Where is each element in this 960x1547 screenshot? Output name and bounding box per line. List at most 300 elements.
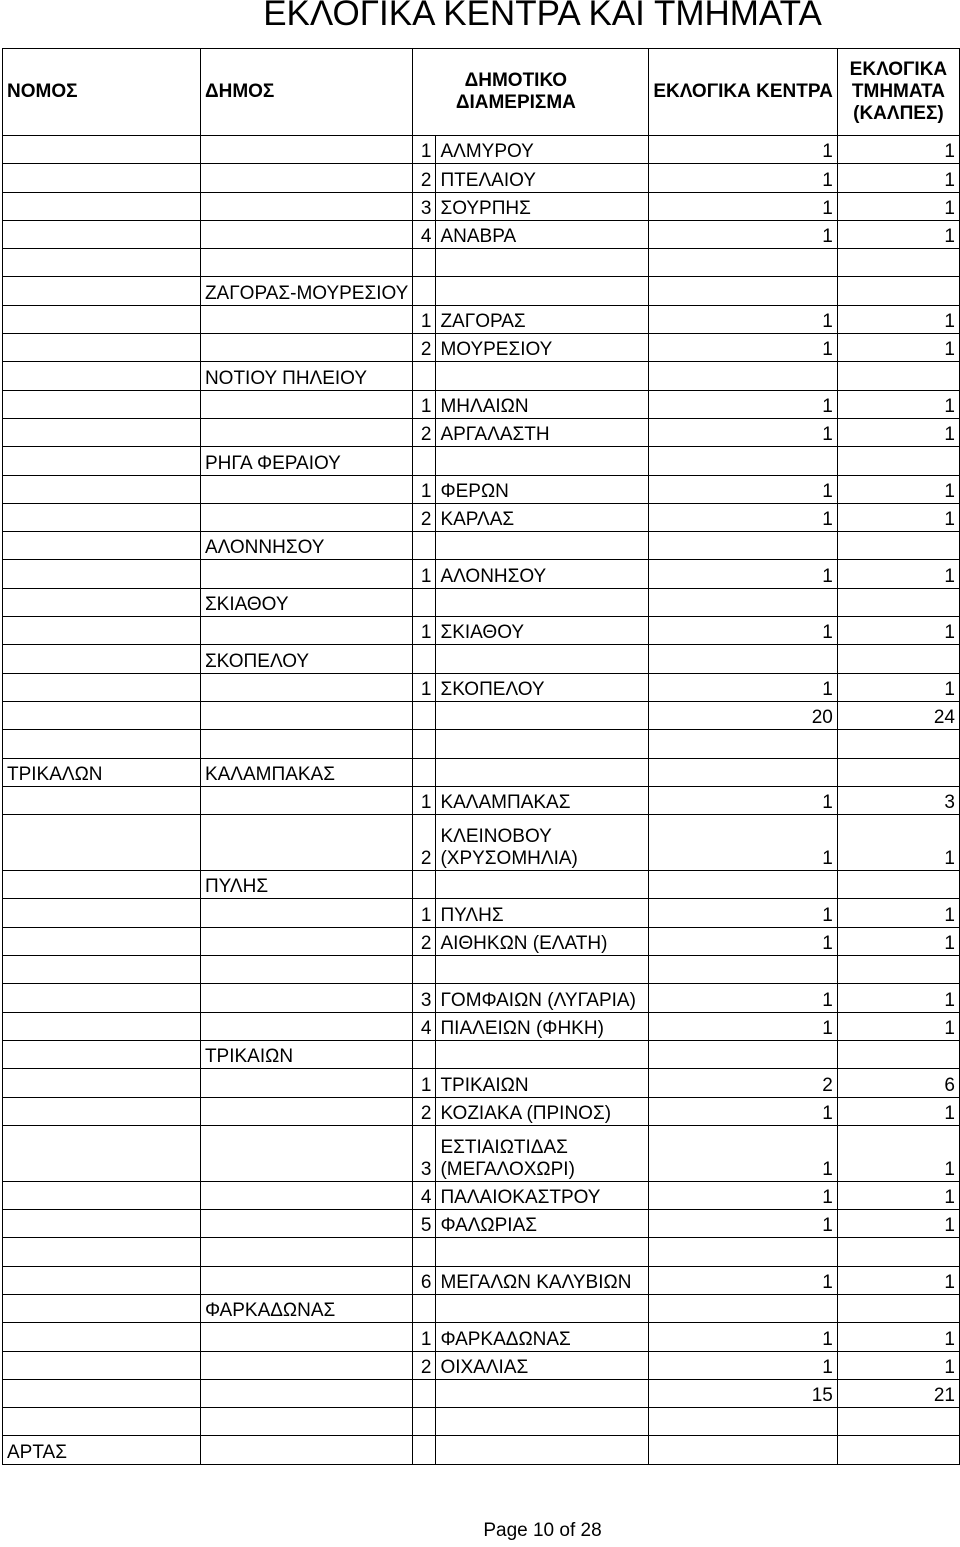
cell-kentra: 1 [649,1210,837,1238]
cell-kentra: 1 [649,673,837,701]
cell-nomos [3,673,201,701]
table-row [3,447,960,475]
cell-nomos [3,730,201,758]
table-row [3,984,960,1012]
cell-number: 4 [413,220,436,248]
cell-tmimata [837,1294,959,1322]
cell-tmimata: 1 [837,1181,959,1209]
cell-kentra [649,956,837,984]
table-row [3,645,960,673]
cell-number: 3 [413,1125,436,1181]
table-row [3,277,960,305]
cell-diamerisma [436,1436,649,1464]
cell-number: 2 [413,164,436,192]
cell-nomos [3,164,201,192]
cell-tmimata [837,871,959,899]
cell-tmimata: 1 [837,1210,959,1238]
cell-diamerisma [436,645,649,673]
cell-diamerisma: ΦΑΛΩΡΙΑΣ [436,1210,649,1238]
cell-kentra [649,249,837,277]
cell-tmimata: 1 [837,220,959,248]
cell-dimos [200,418,412,446]
cell-kentra: 1 [649,1012,837,1040]
cell-number [413,1436,436,1464]
cell-number: 1 [413,390,436,418]
cell-number: 4 [413,1012,436,1040]
cell-nomos [3,1012,201,1040]
cell-diamerisma [436,1294,649,1322]
cell-diamerisma [436,701,649,729]
cell-diamerisma: ΜΕΓΑΛΩΝ ΚΑΛΥΒΙΩΝ [436,1266,649,1294]
cell-kentra: 1 [649,815,837,871]
cell-dimos [200,192,412,220]
cell-number: 1 [413,136,436,164]
table-row [3,1294,960,1322]
cell-number [413,362,436,390]
table-row [3,1351,960,1379]
cell-tmimata [837,532,959,560]
cell-dimos [200,334,412,362]
cell-diamerisma: ΣΚΟΠΕΛΟΥ [436,673,649,701]
cell-kentra [649,871,837,899]
cell-kentra: 1 [649,984,837,1012]
cell-diamerisma [436,447,649,475]
cell-kentra: 1 [649,136,837,164]
cell-nomos [3,1069,201,1097]
cell-tmimata [837,588,959,616]
cell-tmimata: 1 [837,617,959,645]
cell-nomos [3,1210,201,1238]
table-row [3,249,960,277]
cell-nomos [3,701,201,729]
table-row [3,1408,960,1436]
cell-kentra: 1 [649,1125,837,1181]
cell-tmimata: 1 [837,1097,959,1125]
cell-nomos [3,220,201,248]
cell-tmimata [837,956,959,984]
cell-number [413,730,436,758]
cell-number: 1 [413,305,436,333]
cell-kentra: 1 [649,1266,837,1294]
cell-diamerisma [436,249,649,277]
cell-nomos [3,1379,201,1407]
table-row [3,418,960,446]
cell-dimos [200,673,412,701]
cell-kentra: 1 [649,899,837,927]
cell-nomos: ΤΡΙΚΑΛΩΝ [3,758,201,786]
cell-dimos [200,1210,412,1238]
cell-number [413,871,436,899]
cell-number: 2 [413,815,436,871]
table-row [3,532,960,560]
cell-kentra: 1 [649,786,837,814]
cell-nomos [3,617,201,645]
cell-dimos [200,1125,412,1181]
table-row [3,220,960,248]
cell-tmimata: 6 [837,1069,959,1097]
cell-kentra [649,1238,837,1266]
table-row [3,1125,960,1181]
cell-nomos [3,1125,201,1181]
cell-nomos [3,927,201,955]
cell-dimos: ΤΡΙΚΑΙΩΝ [200,1040,412,1068]
cell-dimos [200,136,412,164]
cell-number: 2 [413,418,436,446]
cell-number [413,249,436,277]
cell-diamerisma: ΑΛΜΥΡΟΥ [436,136,649,164]
cell-diamerisma [436,588,649,616]
cell-dimos [200,786,412,814]
cell-number: 3 [413,984,436,1012]
cell-number: 2 [413,927,436,955]
cell-tmimata: 1 [837,503,959,531]
cell-kentra [649,362,837,390]
cell-diamerisma: ΕΣΤΙΑΙΩΤΙΔΑΣ (ΜΕΓΑΛΟΧΩΡΙ) [436,1125,649,1181]
cell-kentra [649,730,837,758]
cell-diamerisma [436,1379,649,1407]
cell-dimos [200,701,412,729]
cell-tmimata: 24 [837,701,959,729]
cell-nomos [3,899,201,927]
table-row [3,164,960,192]
cell-number: 1 [413,560,436,588]
cell-diamerisma [436,1408,649,1436]
cell-diamerisma [436,277,649,305]
cell-number [413,447,436,475]
cell-diamerisma: ΟΙΧΑΛΙΑΣ [436,1351,649,1379]
table-row [3,1097,960,1125]
cell-diamerisma: ΑΝΑΒΡΑ [436,220,649,248]
cell-tmimata: 1 [837,1323,959,1351]
cell-kentra: 1 [649,503,837,531]
cell-number: 3 [413,192,436,220]
table-row [3,1040,960,1068]
cell-nomos [3,1294,201,1322]
cell-nomos [3,786,201,814]
cell-tmimata: 1 [837,1012,959,1040]
cell-dimos: ΦΑΡΚΑΔΩΝΑΣ [200,1294,412,1322]
page-title: ΕΚΛΟΓΙΚΑ ΚΕΝΤΡΑ ΚΑΙ ΤΜΗΜΑΤΑ [263,0,822,33]
cell-dimos [200,899,412,927]
header-diamerisma: ΔΗΜΟΤΙΚΟ ΔΙΑΜΕΡΙΣΜΑ [413,49,649,136]
cell-tmimata: 1 [837,334,959,362]
table-row [3,956,960,984]
cell-tmimata [837,1238,959,1266]
cell-nomos [3,1266,201,1294]
cell-diamerisma: ΚΑΛΑΜΠΑΚΑΣ [436,786,649,814]
cell-kentra: 1 [649,1351,837,1379]
cell-diamerisma: ΣΚΙΑΘΟΥ [436,617,649,645]
cell-number: 2 [413,334,436,362]
table-row [3,871,960,899]
cell-number [413,1294,436,1322]
cell-number: 2 [413,503,436,531]
cell-diamerisma: ΦΑΡΚΑΔΩΝΑΣ [436,1323,649,1351]
cell-tmimata [837,1436,959,1464]
cell-diamerisma [436,362,649,390]
cell-number: 2 [413,1097,436,1125]
cell-tmimata: 1 [837,673,959,701]
cell-tmimata: 1 [837,1351,959,1379]
cell-number: 1 [413,617,436,645]
table-row [3,192,960,220]
table-row [3,1069,960,1097]
cell-diamerisma [436,871,649,899]
cell-dimos [200,305,412,333]
cell-diamerisma: ΑΛΟΝΗΣΟΥ [436,560,649,588]
cell-number [413,645,436,673]
table-row [3,334,960,362]
cell-nomos [3,1238,201,1266]
cell-dimos [200,560,412,588]
cell-nomos [3,305,201,333]
cell-number: 1 [413,786,436,814]
cell-dimos [200,730,412,758]
cell-tmimata: 1 [837,1125,959,1181]
table-row [3,730,960,758]
table-row [3,1266,960,1294]
cell-tmimata [837,645,959,673]
cell-dimos [200,1408,412,1436]
cell-kentra: 2 [649,1069,837,1097]
cell-nomos [3,532,201,560]
cell-diamerisma: ΓΟΜΦΑΙΩΝ (ΛΥΓΑΡΙΑ) [436,984,649,1012]
cell-nomos [3,815,201,871]
cell-tmimata [837,1040,959,1068]
cell-diamerisma: ΑΙΘΗΚΩΝ (ΕΛΑΤΗ) [436,927,649,955]
cell-nomos [3,871,201,899]
cell-diamerisma: ΦΕΡΩΝ [436,475,649,503]
cell-number [413,1379,436,1407]
cell-tmimata: 1 [837,164,959,192]
cell-kentra: 1 [649,617,837,645]
cell-dimos [200,1181,412,1209]
cell-kentra [649,1408,837,1436]
cell-kentra [649,1040,837,1068]
cell-kentra: 1 [649,164,837,192]
cell-dimos: ΝΟΤΙΟΥ ΠΗΛΕΙΟΥ [200,362,412,390]
cell-nomos [3,192,201,220]
cell-number: 1 [413,1323,436,1351]
cell-dimos [200,1012,412,1040]
cell-kentra: 1 [649,1097,837,1125]
cell-tmimata: 1 [837,390,959,418]
cell-tmimata: 1 [837,475,959,503]
cell-dimos [200,1097,412,1125]
cell-number: 1 [413,1069,436,1097]
cell-tmimata [837,447,959,475]
cell-tmimata [837,277,959,305]
cell-dimos [200,1436,412,1464]
cell-tmimata: 1 [837,192,959,220]
cell-diamerisma [436,1040,649,1068]
cell-nomos [3,956,201,984]
cell-number: 1 [413,899,436,927]
cell-dimos [200,617,412,645]
cell-kentra: 1 [649,475,837,503]
cell-kentra: 1 [649,927,837,955]
cell-number [413,1238,436,1266]
cell-number: 2 [413,1351,436,1379]
cell-nomos [3,249,201,277]
cell-number [413,956,436,984]
header-kentra: ΕΚΛΟΓΙΚΑ ΚΕΝΤΡΑ [649,49,837,136]
table-row [3,1210,960,1238]
cell-kentra [649,1436,837,1464]
cell-kentra: 20 [649,701,837,729]
cell-nomos [3,475,201,503]
cell-dimos [200,1379,412,1407]
cell-tmimata: 1 [837,1266,959,1294]
cell-diamerisma [436,956,649,984]
cell-kentra: 15 [649,1379,837,1407]
cell-tmimata: 1 [837,305,959,333]
cell-kentra [649,532,837,560]
table-row [3,758,960,786]
cell-tmimata: 1 [837,560,959,588]
cell-nomos [3,136,201,164]
table-row [3,1436,960,1464]
cell-tmimata: 1 [837,418,959,446]
cell-dimos [200,927,412,955]
cell-kentra [649,645,837,673]
cell-kentra: 1 [649,390,837,418]
table-row [3,503,960,531]
table-row [3,305,960,333]
cell-nomos [3,1097,201,1125]
cell-tmimata: 1 [837,927,959,955]
cell-tmimata [837,249,959,277]
cell-kentra: 1 [649,560,837,588]
header-tmimata: ΕΚΛΟΓΙΚΑ ΤΜΗΜΑΤΑ (ΚΑΛΠΕΣ) [837,49,959,136]
cell-tmimata: 1 [837,984,959,1012]
cell-tmimata [837,1408,959,1436]
cell-dimos [200,249,412,277]
table-row [3,390,960,418]
cell-dimos [200,956,412,984]
cell-dimos [200,390,412,418]
table-header-row [3,49,960,136]
table-row [3,1181,960,1209]
cell-tmimata: 1 [837,899,959,927]
cell-kentra: 1 [649,192,837,220]
header-nomos: ΝΟΜΟΣ [3,49,201,136]
table-row [3,617,960,645]
cell-number [413,701,436,729]
cell-nomos [3,588,201,616]
table-row [3,1012,960,1040]
cell-diamerisma [436,730,649,758]
cell-nomos [3,1408,201,1436]
cell-number [413,588,436,616]
cell-number: 4 [413,1181,436,1209]
cell-number [413,758,436,786]
cell-number [413,277,436,305]
cell-nomos [3,560,201,588]
cell-diamerisma: ΠΤΕΛΑΙΟΥ [436,164,649,192]
cell-kentra [649,588,837,616]
cell-tmimata [837,730,959,758]
cell-diamerisma: ΚΛΕΙΝΟΒΟΥ (ΧΡΥΣΟΜΗΛΙΑ) [436,815,649,871]
cell-dimos: ΚΑΛΑΜΠΑΚΑΣ [200,758,412,786]
cell-dimos [200,1351,412,1379]
cell-diamerisma: ΤΡΙΚΑΙΩΝ [436,1069,649,1097]
cell-nomos [3,1323,201,1351]
cell-diamerisma: ΑΡΓΑΛΑΣΤΗ [436,418,649,446]
cell-nomos [3,362,201,390]
cell-nomos [3,418,201,446]
cell-dimos [200,1069,412,1097]
cell-nomos [3,334,201,362]
cell-nomos [3,645,201,673]
cell-kentra [649,758,837,786]
cell-nomos [3,390,201,418]
table-row [3,475,960,503]
cell-diamerisma: ΠΙΑΛΕΙΩΝ (ΦΗΚΗ) [436,1012,649,1040]
cell-diamerisma [436,1238,649,1266]
cell-dimos [200,503,412,531]
cell-kentra: 1 [649,1323,837,1351]
cell-nomos [3,447,201,475]
cell-diamerisma: ΣΟΥΡΠΗΣ [436,192,649,220]
table-row [3,1323,960,1351]
cell-diamerisma: ΚΟΖΙΑΚΑ (ΠΡΙΝΟΣ) [436,1097,649,1125]
cell-number: 1 [413,673,436,701]
cell-tmimata: 3 [837,786,959,814]
cell-tmimata [837,758,959,786]
cell-dimos [200,1266,412,1294]
cell-dimos [200,475,412,503]
cell-dimos: ΣΚΙΑΘΟΥ [200,588,412,616]
cell-kentra [649,447,837,475]
cell-number: 6 [413,1266,436,1294]
cell-nomos: ΑΡΤΑΣ [3,1436,201,1464]
cell-kentra: 1 [649,334,837,362]
cell-nomos [3,277,201,305]
cell-number: 5 [413,1210,436,1238]
cell-dimos: ΣΚΟΠΕΛΟΥ [200,645,412,673]
cell-dimos [200,1323,412,1351]
cell-kentra [649,1294,837,1322]
cell-dimos [200,164,412,192]
table-row [3,815,960,871]
table-row [3,1379,960,1407]
cell-dimos: ΑΛΟΝΝΗΣΟΥ [200,532,412,560]
cell-diamerisma: ΜΗΛΑΙΩΝ [436,390,649,418]
table-row [3,786,960,814]
cell-nomos [3,984,201,1012]
cell-tmimata: 21 [837,1379,959,1407]
cell-dimos [200,815,412,871]
header-dimos: ΔΗΜΟΣ [200,49,412,136]
cell-diamerisma: ΚΑΡΛΑΣ [436,503,649,531]
table-row [3,136,960,164]
cell-dimos: ΡΗΓΑ ΦΕΡΑΙΟΥ [200,447,412,475]
cell-tmimata: 1 [837,815,959,871]
cell-number: 1 [413,475,436,503]
cell-kentra: 1 [649,418,837,446]
cell-kentra: 1 [649,220,837,248]
election-centers-table [2,48,960,1465]
cell-diamerisma [436,532,649,560]
cell-number [413,1040,436,1068]
cell-nomos [3,1181,201,1209]
table-row [3,362,960,390]
table-row [3,899,960,927]
cell-number [413,532,436,560]
cell-dimos: ΖΑΓΟΡΑΣ-ΜΟΥΡΕΣΙΟΥ [200,277,412,305]
cell-dimos [200,220,412,248]
